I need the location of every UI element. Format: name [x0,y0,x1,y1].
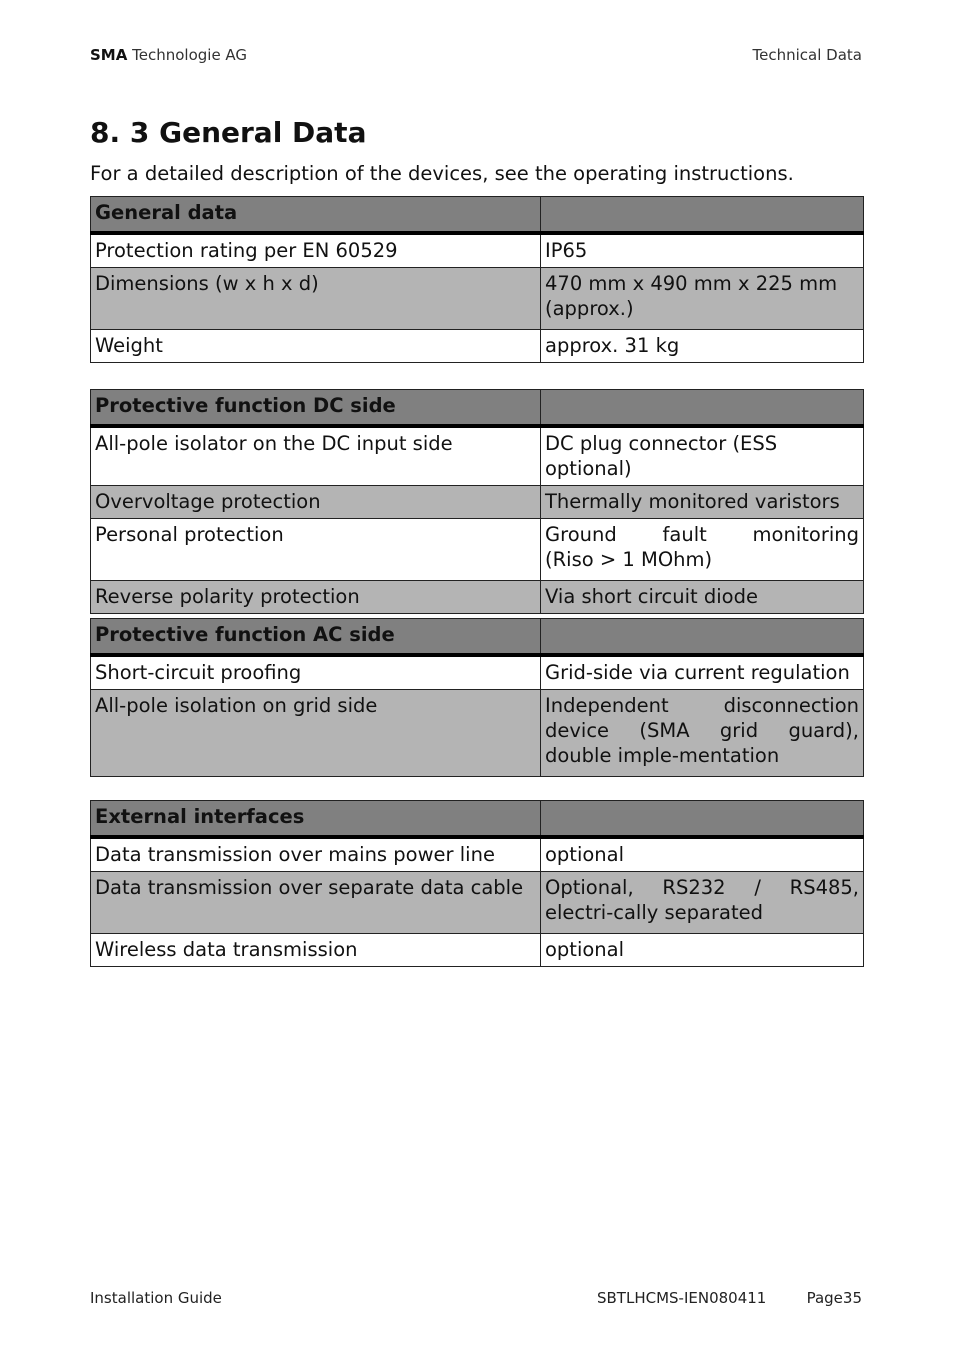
table-row [91,934,864,967]
page-title: 8. 3 General Data [90,116,367,149]
property-cell: Data transmission over mains power line [91,837,541,872]
footer-guide: Installation Guide [90,1289,222,1307]
property-cell: Wireless data transmission [91,934,541,967]
table-row [91,486,864,519]
table-row [91,426,864,486]
value-cell: DC plug connector (ESS optional) [541,426,864,486]
property-cell: All-pole isolator on the DC input side [91,426,541,486]
table-row [91,581,864,614]
property-cell: Short-circuit proofing [91,655,541,690]
property-cell: Data transmission over separate data cable [91,872,541,934]
value-cell [541,519,864,581]
table-heading-empty [541,390,864,427]
value-cell: optional [541,837,864,872]
table-row [91,872,864,934]
table-row [91,233,864,268]
header-section: Technical Data [752,46,862,64]
company-name: Technologie AG [132,46,248,64]
property-cell: Reverse polarity protection [91,581,541,614]
table-heading: External interfaces [91,801,541,838]
value-line-2: (Riso > 1 MOhm) [545,548,713,571]
header-company [90,46,247,64]
value-cell: 470 mm x 490 mm x 225 mm (approx.) [541,268,864,330]
value-cell: Grid-side via current regulation [541,655,864,690]
value-cell: approx. 31 kg [541,330,864,363]
table-header-row [91,619,864,656]
table-header-row [91,390,864,427]
general-data-table [90,196,864,363]
table-row [91,268,864,330]
table-heading: Protective function DC side [91,390,541,427]
value-cell: Independent disconnection device (SMA grid guard), double imple-mentation [541,690,864,777]
table-row [91,690,864,777]
table-row [91,519,864,581]
intro-text: For a detailed description of the devices, see the operating instructions. [90,162,794,185]
table-heading-empty [541,619,864,656]
value-cell: Via short circuit diode [541,581,864,614]
value-cell: Optional, RS232 / RS485, electri-cally separated [541,872,864,934]
table-heading-empty [541,197,864,234]
value-cell: IP65 [541,233,864,268]
ac-protection-table [90,618,864,777]
table-heading: Protective function AC side [91,619,541,656]
table-row [91,655,864,690]
property-cell: Protection rating per EN 60529 [91,233,541,268]
table-row [91,837,864,872]
dc-protection-table [90,389,864,614]
property-cell: Overvoltage protection [91,486,541,519]
property-cell: Dimensions (w x h x d) [91,268,541,330]
value-cell: optional [541,934,864,967]
value-cell: Thermally monitored varistors [541,486,864,519]
company-brand: SMA [90,46,128,64]
property-cell: All-pole isolation on grid side [91,690,541,777]
property-cell: Personal protection [91,519,541,581]
footer-page-number: Page35 [806,1289,862,1307]
table-header-row [91,801,864,838]
table-header-row [91,197,864,234]
table-heading: General data [91,197,541,234]
table-heading-empty [541,801,864,838]
table-row [91,330,864,363]
footer-doc-id: SBTLHCMS-IEN080411 [597,1289,767,1307]
property-cell: Weight [91,330,541,363]
value-line-1: Ground fault monitoring [545,523,859,546]
external-interfaces-table [90,800,864,967]
